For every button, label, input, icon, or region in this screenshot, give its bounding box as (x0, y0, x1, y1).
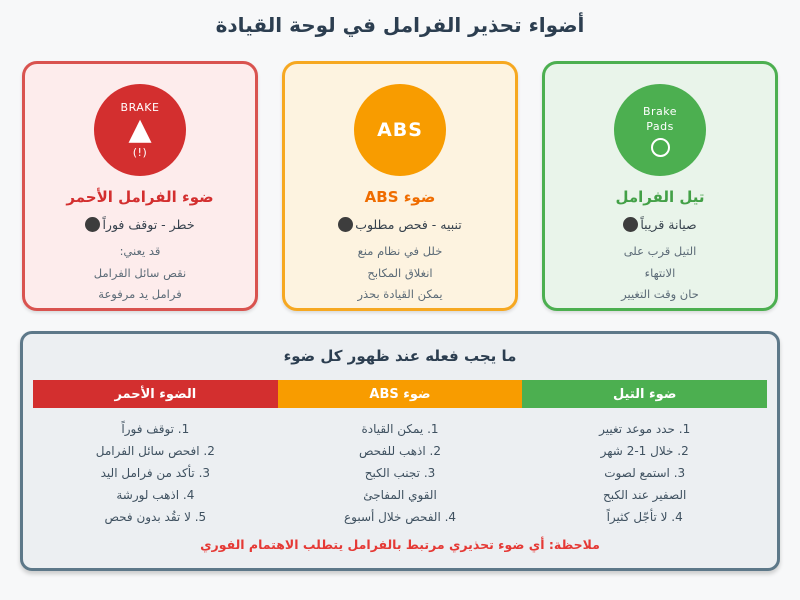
list-item: 4. لا تأجّل كثيراً (606, 510, 683, 524)
pads-circle-top-label: Brake (642, 104, 678, 118)
card-line: خلل في نظام منع (357, 244, 443, 258)
warning-triangle-icon: ▲ (128, 112, 152, 147)
pad-ring-icon (651, 138, 670, 157)
list-item: 1. يمكن القيادة (361, 422, 439, 436)
status-row-abs (338, 217, 462, 232)
card-line: يمكن القيادة بحذر (357, 287, 443, 301)
list-item: القوي المفاجئ (363, 488, 437, 502)
card-line: قد يعني: (119, 244, 161, 258)
actions-column-red (33, 418, 278, 528)
list-item: 2. اذهب للفحص (358, 444, 442, 458)
list-item: 3. تجنب الكبح (364, 466, 436, 480)
status-text-abs: تنبيه - فحص مطلوب (355, 217, 462, 232)
actions-column-abs (278, 418, 523, 528)
card-abs-light (282, 61, 518, 311)
card-line: حان وقت التغيير (621, 287, 699, 301)
column-header-pads: ضوء التيل (522, 380, 767, 408)
list-item: الصفير عند الكبح (602, 488, 687, 502)
list-item: 3. استمع لصوت (604, 466, 686, 480)
list-item: 5. لا تقُد بدون فحص (104, 510, 207, 524)
list-item: 2. افحص سائل الفرامل (95, 444, 215, 458)
list-item: 1. حدد موعد تغيير (599, 422, 691, 436)
list-item: 4. اذهب لورشة (116, 488, 195, 502)
list-item: 1. توقف فوراً (121, 422, 190, 436)
card-brake-pads-light (542, 61, 778, 311)
status-text-red: خطر - توقف فوراً (102, 217, 195, 232)
actions-columns (33, 418, 767, 528)
list-item: 4. الفحص خلال أسبوع (343, 510, 457, 524)
status-dot-icon (338, 217, 353, 232)
abs-circle-label: ABS (377, 119, 423, 141)
list-item: 2. خلال 1-2 شهر (600, 444, 689, 458)
card-line: الانتهاء (644, 265, 676, 280)
pads-circle-bottom-label: Pads (646, 119, 674, 133)
card-title-red: ضوء الفرامل الأحمر (66, 188, 214, 206)
card-red-brake-light (22, 61, 258, 311)
actions-column-pads (522, 418, 767, 528)
column-header-red: الضوء الأحمر (33, 380, 278, 408)
card-title-pads: تيل الفرامل (615, 188, 705, 206)
brake-circle-bottom-label: (!) (132, 146, 148, 159)
actions-header-bar (33, 380, 767, 408)
column-header-abs: ضوء ABS (278, 380, 523, 408)
card-title-abs: ضوء ABS (364, 188, 436, 206)
card-body-pads (621, 241, 699, 306)
page-title: أضواء تحذير الفرامل في لوحة القيادة (215, 13, 585, 37)
brake-pads-icon (614, 84, 706, 176)
card-body-abs (357, 241, 442, 306)
status-dot-icon (623, 217, 638, 232)
card-line: نقص سائل الفرامل (93, 265, 187, 280)
status-row-red (85, 217, 194, 232)
status-text-pads: صيانة قريباً (640, 217, 697, 232)
actions-panel (20, 331, 780, 571)
actions-panel-title: ما يجب فعله عند ظهور كل ضوء (283, 347, 517, 365)
card-line: التيل قرب على (623, 244, 697, 258)
brake-warning-icon (94, 84, 186, 176)
card-line: فرامل يد مرفوعة (98, 287, 182, 301)
list-item: 3. تأكد من فرامل اليد (100, 466, 211, 480)
status-dot-icon (85, 217, 100, 232)
brake-circle-top-label: BRAKE (120, 101, 160, 114)
warning-cards-row (0, 61, 800, 311)
footer-note: ملاحظة: أي ضوء تحذيري مرتبط بالفرامل يتطلب الاهتمام الفوري (200, 537, 600, 552)
status-row-pads (623, 217, 696, 232)
abs-icon (354, 84, 446, 176)
card-line: انغلاق المكابح (367, 265, 433, 280)
card-body-red (94, 241, 186, 306)
